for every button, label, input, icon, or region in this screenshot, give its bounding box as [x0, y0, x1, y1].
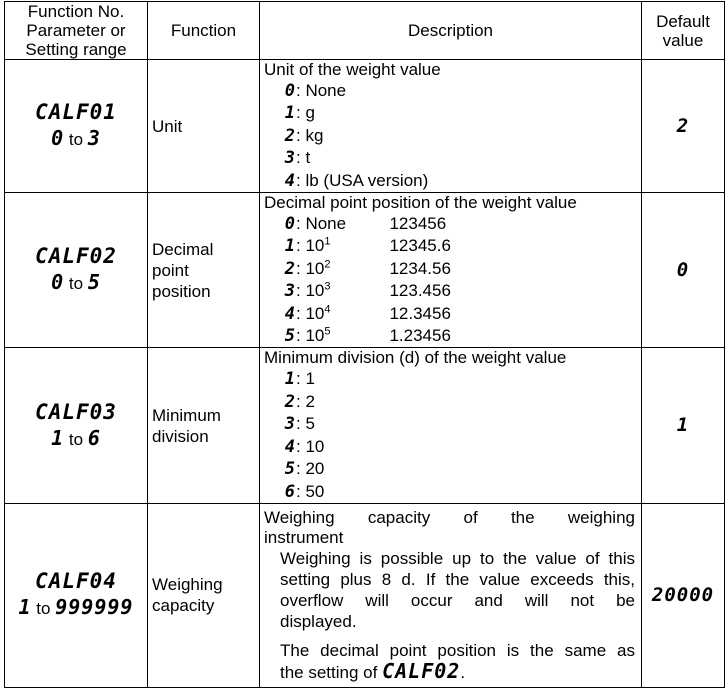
option-label: 1 [305, 369, 315, 389]
default-value-cell [642, 60, 725, 193]
header-line: value [662, 30, 704, 50]
range-word: to [68, 429, 84, 449]
inline-function-code: CALF02 [382, 658, 461, 683]
description-title-line: Weighing capacity of the weighing [264, 507, 635, 527]
option-number: 2 [284, 391, 296, 412]
range-word: to [68, 130, 84, 150]
option-label: 10 [305, 436, 325, 456]
option-item: 5: 20 [284, 459, 325, 480]
option-label: t [305, 148, 311, 168]
description-title-line: instrument [264, 527, 344, 547]
option-number: 6 [284, 481, 296, 502]
option-label: lb (USA version) [305, 170, 429, 190]
option-exponent: 4 [324, 303, 331, 315]
range-to: 6 [87, 425, 101, 450]
option-power [305, 235, 389, 256]
option-item: 4: $10^4$ 12.3456 [284, 303, 451, 324]
default-value: 20000 [651, 583, 715, 606]
option-item: 3: t [284, 148, 311, 169]
option-number: 0 [284, 81, 296, 101]
note-line: The decimal point position is the same as [280, 640, 635, 660]
description-cell [260, 193, 642, 348]
note-prefix: the setting of [280, 662, 378, 682]
option-example: 12.3456 [389, 303, 451, 323]
option-item: 1: 1 [284, 369, 315, 390]
option-number: 0 [284, 214, 296, 235]
table-row [5, 193, 725, 348]
function-name-cell [148, 503, 260, 687]
option-number: 1 [284, 236, 296, 257]
range-from: 0 [51, 270, 65, 295]
function-code: CALF01 [35, 100, 117, 125]
header-line: Function No. [27, 2, 125, 21]
option-item: 4: lb (USA version) [284, 170, 429, 191]
option-label: kg [305, 125, 324, 145]
option-exponent: 1 [324, 235, 331, 248]
table-row [5, 503, 725, 687]
function-name-line: division [152, 426, 209, 446]
setting-range [5, 125, 147, 153]
option-exponent: 5 [324, 325, 331, 338]
option-item: 3: $10^3$ 123.456 [284, 280, 451, 302]
range-to: 3 [87, 126, 101, 151]
option-base: 10 [305, 303, 325, 323]
option-base: 10 [305, 236, 325, 256]
setting-range [5, 594, 147, 622]
option-base: 10 [305, 281, 325, 301]
default-value-cell [642, 348, 725, 503]
option-number: 3 [284, 281, 296, 302]
note-suffix: . [460, 662, 466, 682]
option-item: 2: kg [284, 125, 324, 146]
function-no-cell [5, 503, 148, 687]
default-value-cell [642, 503, 725, 687]
option-label: 20 [305, 459, 325, 479]
option-example: 123456 [389, 214, 447, 234]
function-settings-table [4, 1, 725, 688]
table-header-row [5, 2, 725, 60]
paragraph-gap [264, 632, 635, 640]
option-base: 10 [305, 258, 325, 278]
table-row [5, 60, 725, 193]
setting-range [5, 425, 147, 453]
option-item: 5: $10^5$ 1.23456 [284, 325, 451, 347]
option-item: 4: 10 [284, 436, 325, 457]
description-cell [260, 503, 642, 687]
option-example: 1234.56 [389, 258, 451, 278]
option-power [305, 303, 389, 324]
option-number: 3 [284, 148, 296, 169]
description-title: Decimal point position of the weight value [264, 193, 577, 213]
option-example: 12345.6 [389, 236, 451, 256]
option-number: 1 [284, 103, 296, 124]
option-number: 2 [284, 125, 296, 146]
range-word: to [68, 274, 84, 294]
option-number: 4 [284, 303, 296, 324]
function-code: CALF04 [35, 569, 117, 594]
option-number: 4 [284, 436, 296, 457]
option-base: 10 [305, 326, 325, 346]
option-item: 2: $10^2$ 1234.56 [284, 258, 451, 279]
option-label: None [305, 81, 347, 100]
header-line: Parameter or [26, 21, 126, 40]
option-item: 2: 2 [284, 391, 315, 412]
range-word: to [36, 599, 51, 619]
option-example: 123.456 [389, 281, 451, 301]
option-number: 1 [284, 369, 296, 390]
range-from: 1 [51, 425, 65, 450]
header-function: Function [148, 2, 260, 60]
function-code: CALF03 [35, 399, 117, 424]
header-description: Description [260, 2, 642, 60]
range-to: 5 [87, 270, 101, 295]
function-name-line: capacity [152, 596, 215, 616]
function-name-cell [148, 348, 260, 503]
option-number: 5 [284, 326, 296, 347]
setting-range [5, 269, 147, 297]
function-no-cell [5, 193, 148, 348]
function-name-line: Minimum [152, 405, 221, 425]
default-value: 2 [676, 114, 690, 137]
option-number: 3 [284, 414, 296, 435]
capacity-note [264, 548, 635, 632]
header-line: Default [656, 11, 710, 31]
function-name-line: point [152, 260, 189, 280]
option-example: 1.23456 [389, 326, 451, 346]
option-exponent: 2 [324, 258, 331, 271]
option-item: 0: None [284, 81, 347, 101]
range-to: 999999 [55, 595, 134, 620]
option-power [305, 280, 389, 301]
range-from: 1 [18, 595, 32, 620]
option-power [305, 325, 389, 346]
option-label: 5 [305, 414, 315, 434]
table-row [5, 348, 725, 503]
function-no-cell [5, 60, 148, 193]
option-item: 1: g [284, 103, 315, 124]
range-from: 0 [51, 126, 65, 151]
option-label: 2 [305, 391, 315, 411]
option-item: 3: 5 [284, 414, 315, 435]
note-line-with-code [280, 658, 635, 683]
decimal-note [264, 640, 635, 683]
description-title: Minimum division (d) of the weight value [264, 348, 567, 368]
function-name-line: Decimal [152, 239, 214, 259]
default-value: 0 [676, 258, 690, 281]
option-label: g [305, 103, 315, 123]
option-label: None [305, 214, 347, 234]
default-value-cell [642, 193, 725, 348]
header-function-no [5, 2, 148, 60]
option-item: 6: 50 [284, 481, 325, 502]
function-name-line: position [152, 281, 211, 301]
default-value: 1 [676, 414, 690, 437]
function-no-cell [5, 348, 148, 503]
option-item: 1: $10^1$ 12345.6 [284, 235, 451, 257]
note-line: displayed. [280, 611, 357, 631]
option-number: 2 [284, 258, 296, 279]
option-exponent: 3 [324, 280, 331, 293]
function-name-cell [148, 193, 260, 348]
option-item: 0: None 123456 [284, 214, 447, 235]
function-name-cell: Unit [148, 60, 260, 193]
description-cell [260, 348, 642, 503]
header-default-value [642, 2, 725, 60]
note-line: setting plus 8 d. If the value exceeds this, [280, 569, 635, 589]
option-number: 5 [284, 459, 296, 480]
header-line: Setting range [25, 40, 127, 59]
description-title: Unit of the weight value [264, 60, 441, 79]
function-code: CALF02 [35, 244, 117, 269]
option-number: 4 [284, 170, 296, 191]
note-line: Weighing is possible up to the value of this [280, 548, 635, 568]
option-power [305, 258, 389, 279]
function-name-line: Weighing [152, 575, 223, 595]
note-line: overflow will occur and will not be [280, 590, 635, 610]
option-label: 50 [305, 481, 325, 501]
description-cell [260, 60, 642, 193]
